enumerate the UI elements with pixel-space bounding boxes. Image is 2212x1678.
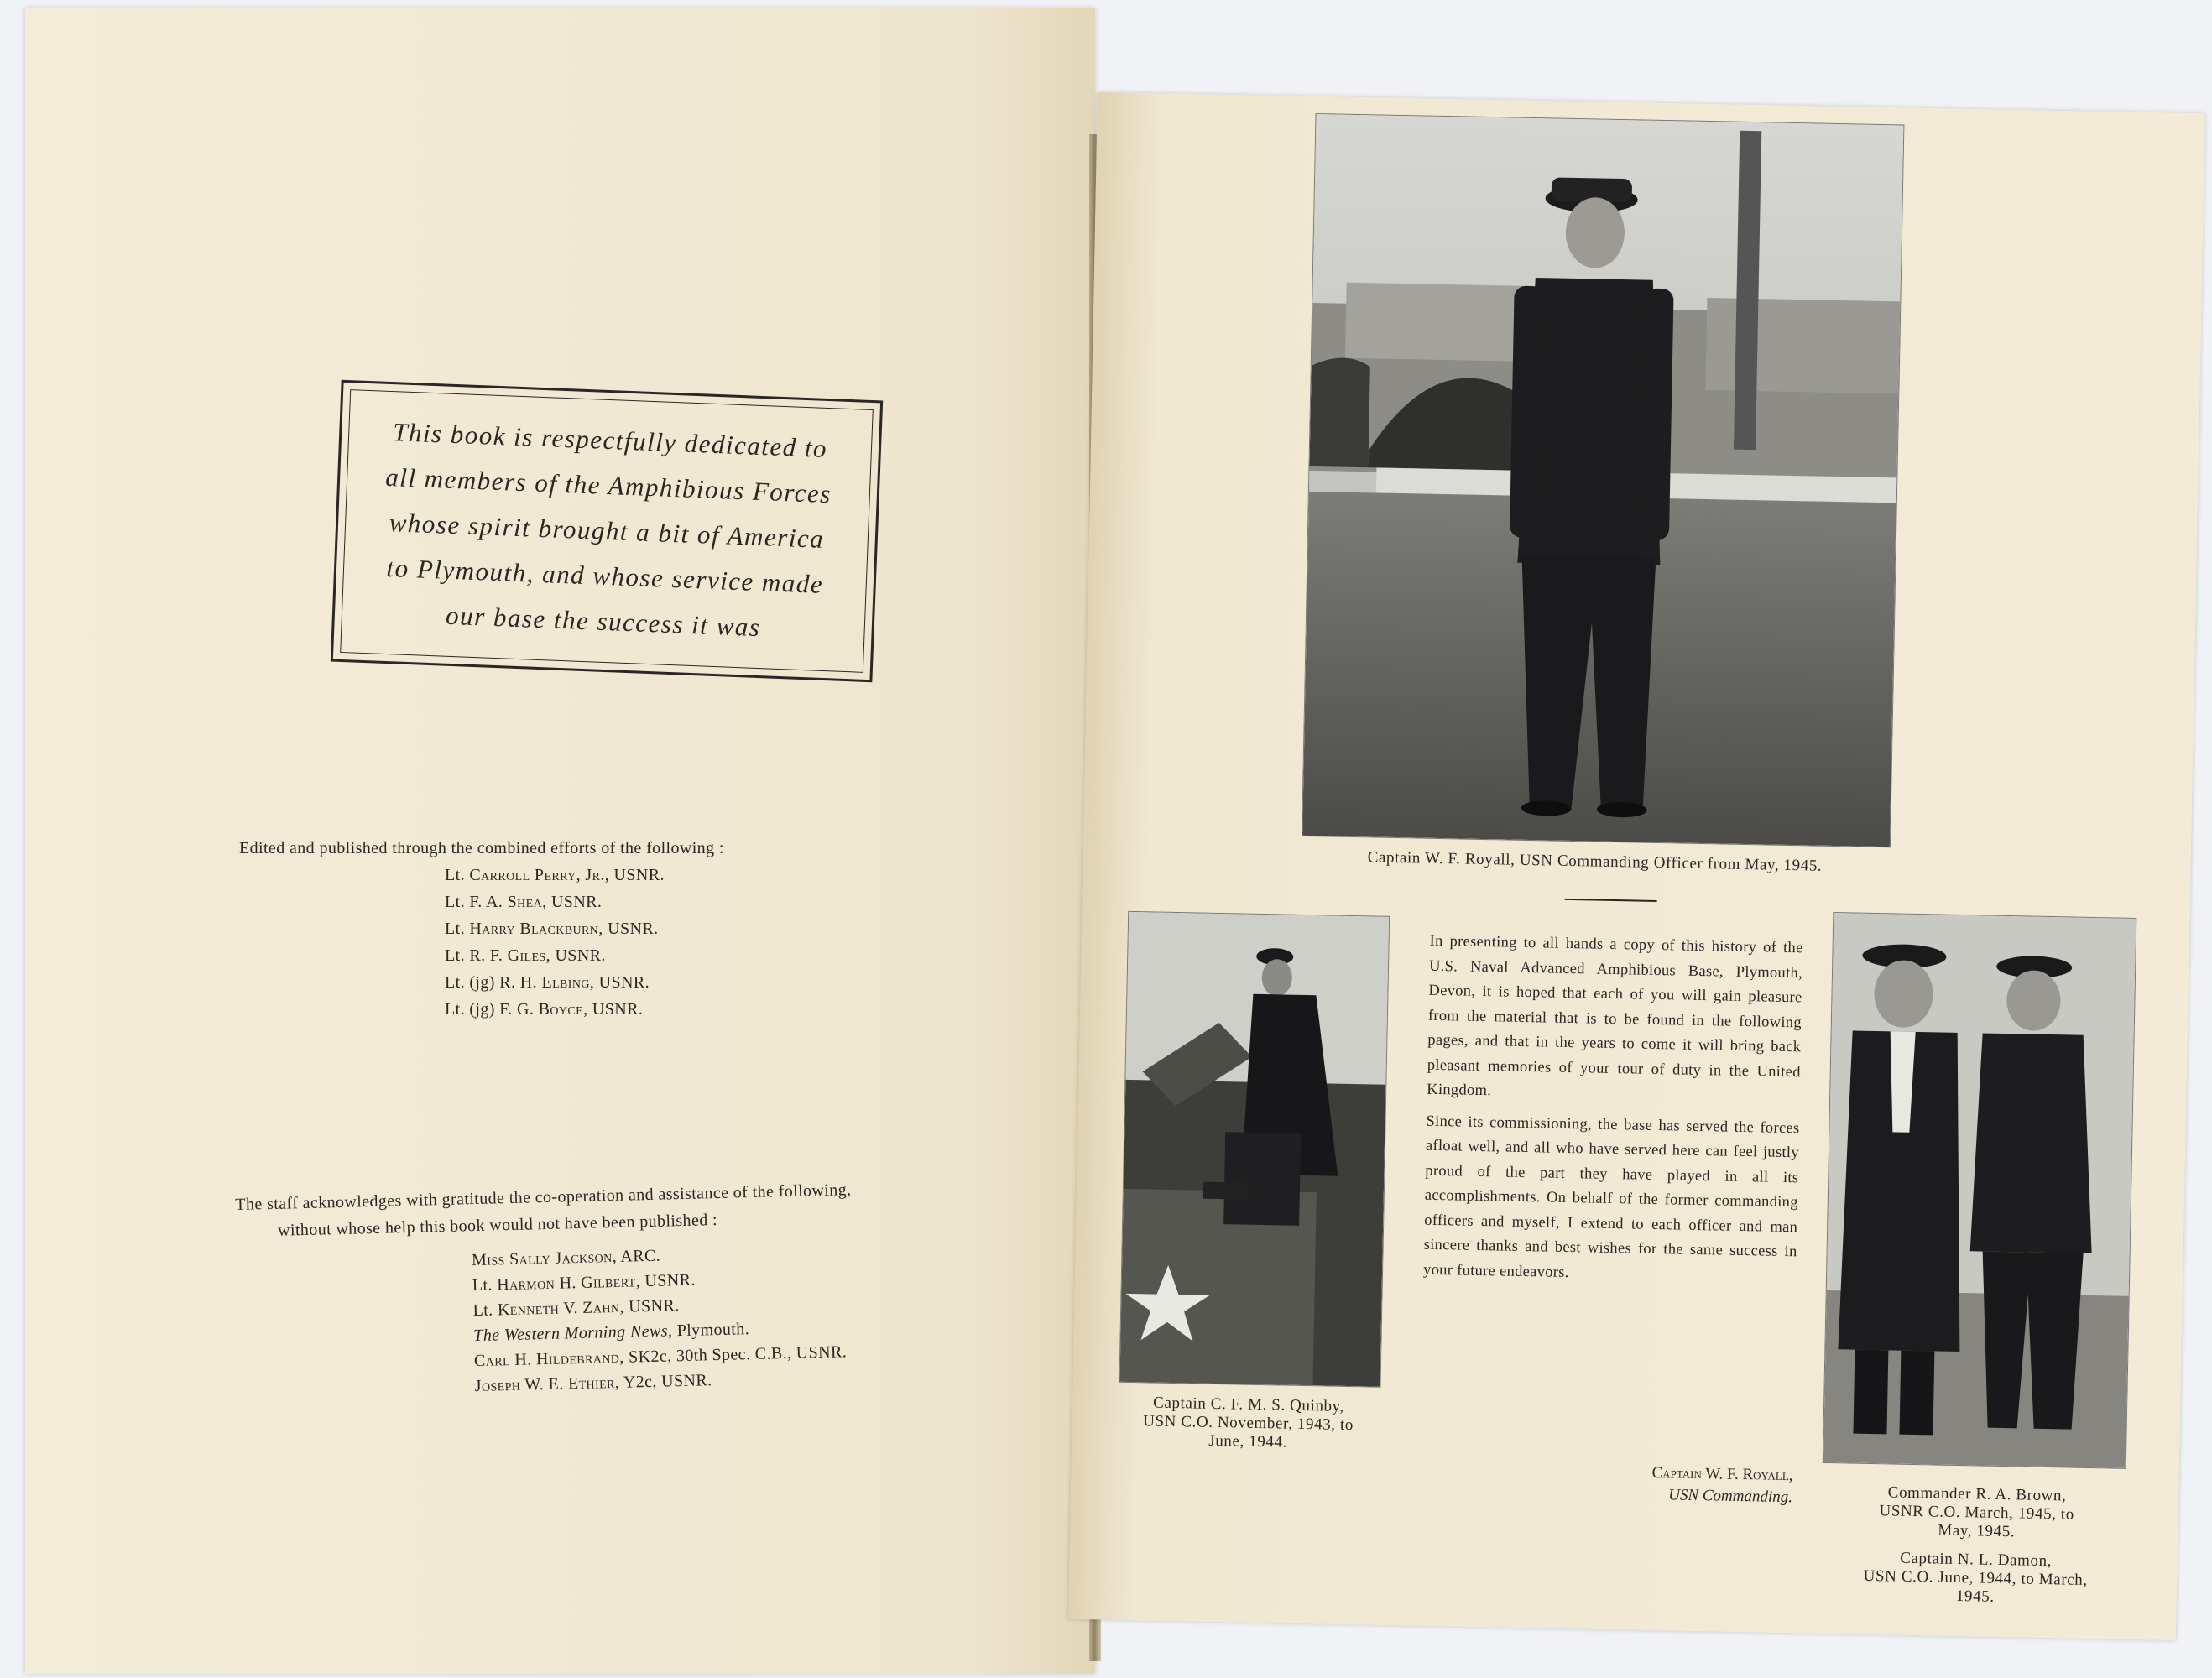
caption-quinby [1105,1393,1391,1454]
signature-block [1541,1460,1793,1509]
photo-commander-brown-captain-damon [1823,912,2137,1469]
caption-line: Captain N. L. Damon, [1899,1549,2053,1571]
caption-royall: Captain W. F. Royall, USN Commanding Officer from May, 1945. [1367,848,1823,875]
ack-intro-line: The staff acknowledges with gratitude the co-operation and assistance of the following, [235,1180,852,1214]
editor-name: Lt. (jg) R. H. Elbing, USNR. [445,973,650,992]
caption-line: USN C.O. November, 1943, to [1142,1412,1354,1435]
editors-list [445,862,724,1023]
photo-captain-royall [1302,113,1904,847]
ack-name: The Western Morning News, Plymouth. [473,1320,750,1346]
dedication-line: This book is respectfully dedicated to [392,417,828,464]
dedication-frame [340,389,874,673]
caption-brown [1808,1483,2145,1545]
editor-name: Lt. Carroll Perry, Jr., USNR. [445,866,665,884]
acknowledgements-block [235,1176,856,1404]
signature-title: USN Commanding. [1668,1486,1793,1507]
dedication-line: all members of the Amphibious Forces [384,461,832,509]
caption-line: Commander R. A. Brown, [1887,1483,2067,1505]
caption-line: May, 1945. [1938,1521,2016,1541]
caption-line: USN C.O. June, 1944, to March, [1863,1566,2088,1589]
editor-name: Lt. Harry Blackburn, USNR. [445,920,659,938]
divider-rule [1565,899,1657,902]
right-page [1068,92,2205,1640]
editor-name: Lt. R. F. Giles, USNR. [445,946,606,965]
ack-intro-line: without whose help this book would not have been published : [277,1210,718,1240]
dedication-line: our base the success it was [445,600,762,643]
dedication-line: whose spirit brought a bit of America [389,508,825,554]
dedication-line: to Plymouth, and whose service made [386,552,824,599]
signature-name: Captain W. F. Royall, [1651,1463,1793,1485]
ack-name: Carl H. Hildebrand, SK2c, 30th Spec. C.B., USNR. [473,1342,848,1371]
photo-captain-quinby [1119,911,1390,1388]
message-paragraph: Since its commissioning, the base has served the forces afloat well, and all who have served here can feel justly proud of the part they have played in all its accomplishments. On behalf of the former commanding officers and myself, I extend to each officer and man sincere thanks and best wishes for the same success in your future endeavors. [1422,1113,1800,1281]
caption-line: June, 1944. [1208,1431,1288,1451]
caption-line: Captain C. F. M. S. Quinby, [1152,1394,1345,1415]
message-paragraph: In presenting to all hands a copy of this history of the U.S. Naval Advanced Amphibious Base, Plymouth, Devon, it is hoped that each of you will gain pleasure from the material that is to be found in the following pages, and that in the years to come it will bring back pleasant memories of your tour of duty in the United Kingdom. [1427,932,1803,1100]
ack-name: Lt. Harmon H. Gilbert, USNR. [472,1270,696,1295]
editors-block [239,835,724,1023]
editors-intro: Edited and published through the combined efforts of the following : [239,839,724,857]
editor-name: Lt. (jg) F. G. Boyce, USNR. [445,1000,644,1019]
ack-name: Joseph W. E. Ethier, Y2c, USNR. [474,1371,712,1396]
ack-name: Miss Sally Jackson, ARC. [471,1246,661,1270]
caption-line: USNR C.O. March, 1945, to [1879,1502,2075,1524]
ack-list [472,1238,856,1399]
commanding-officer-message [1423,930,1803,1296]
left-page [25,8,1095,1674]
editor-name: Lt. F. A. Shea, USNR. [445,893,603,911]
dedication-box [331,380,883,683]
caption-damon [1799,1547,2152,1609]
ack-name: Lt. Kenneth V. Zahn, USNR. [472,1296,680,1321]
caption-line: 1945. [1955,1587,1995,1606]
